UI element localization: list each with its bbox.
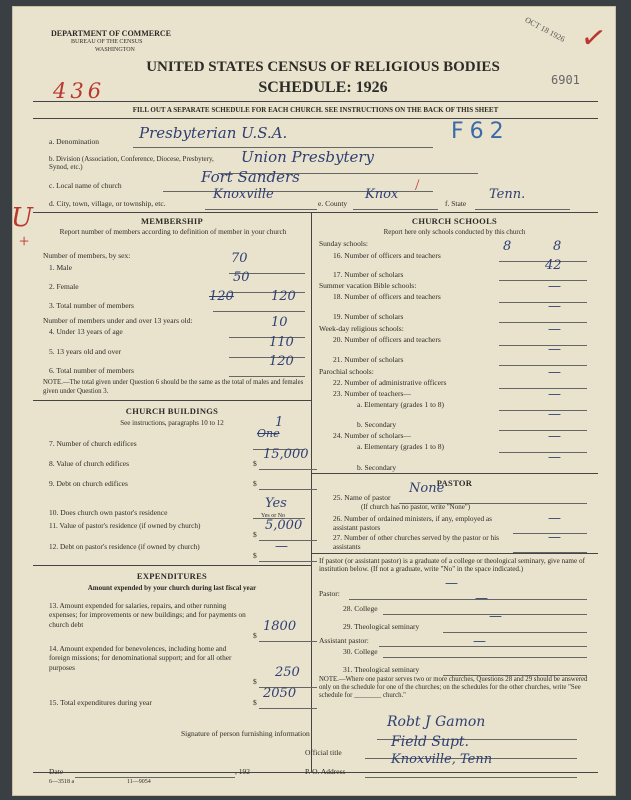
q16-value-b: 8: [553, 239, 562, 254]
weekday-label: Week-day religious schools:: [319, 324, 404, 333]
q16-field[interactable]: [499, 252, 587, 262]
q18-field[interactable]: [499, 293, 587, 303]
q14-dollar: $: [253, 677, 257, 686]
q7-label: 7. Number of church edifices: [49, 439, 137, 448]
q24a-value: —: [548, 429, 561, 444]
pastor-note: NOTE.—Where one pastor serves two or more churches, Questions 28 and 29 should be answered only on the schedule for one of the churches; on the schedules for the other churches, write "See schedule for ________ church.": [319, 676, 588, 700]
signature-value: Robt J Gamon: [387, 714, 486, 730]
q13-label: 13. Amount expended for salaries, repairs, and other running expenses; for improvements or new buildings; and for payments on church debt: [49, 601, 246, 629]
expenditures-subtitle: Amount expended by your church during last fiscal year: [87, 584, 257, 592]
red-number-mark: 436: [53, 79, 106, 103]
q18-value: —: [548, 279, 561, 294]
q20-label: 20. Number of officers and teachers: [333, 335, 441, 344]
header-rule: [33, 101, 598, 102]
age-intro: Number of members under and over 13 years old:: [43, 316, 193, 325]
q25-label: 25. Name of pastor: [333, 493, 391, 502]
q17-field[interactable]: [499, 271, 587, 281]
membership-note: NOTE.—The total given under Question 6 should be the same as the total of males and females given under Question 3.: [43, 379, 304, 395]
q25-note: (If church has no pastor, write "None"): [361, 503, 471, 511]
q20-value: —: [548, 322, 561, 337]
po-address-field[interactable]: [365, 768, 577, 778]
buildings-subtitle: See instructions, paragraphs 10 to 12: [120, 419, 224, 427]
q17-value: 42: [545, 258, 562, 273]
bureau-label: BUREAU OF THE CENSUS: [71, 39, 143, 45]
assistant-label: Assistant pastor:: [319, 636, 369, 645]
denomination-label: a. Denomination: [49, 137, 99, 146]
yes-no-hint: Yes or No: [261, 513, 286, 519]
form-title: UNITED STATES CENSUS OF RELIGIOUS BODIES: [146, 59, 500, 75]
membership-title: MEMBERSHIP: [140, 216, 204, 226]
print-number: 11—9054: [127, 779, 151, 785]
q7-struck-value: One: [257, 427, 280, 440]
q8-dollar: $: [253, 459, 257, 468]
q12-value: —: [275, 539, 288, 554]
q27-value: —: [548, 530, 561, 545]
q26-label: 26. Number of ordained ministers, if any, employed as assistant pastors: [333, 514, 493, 532]
q19-value: —: [548, 299, 561, 314]
q21-field[interactable]: [499, 356, 587, 366]
signature-label: Signature of person furnishing information: [181, 729, 310, 738]
official-title-label: Official title: [305, 748, 342, 757]
q19-field[interactable]: [499, 313, 587, 323]
county-value: Knox: [365, 187, 399, 202]
pastor-sub-rule: [311, 553, 598, 554]
q18-label: 18. Number of officers and teachers: [333, 292, 441, 301]
pastor-value: —: [445, 576, 458, 591]
po-address-value: Knoxville, Tenn: [391, 752, 493, 767]
department-label: DEPARTMENT OF COMMERCE: [51, 29, 172, 38]
q24-label: 24. Number of scholars—: [333, 431, 411, 440]
q17-label: 17. Number of scholars: [333, 270, 404, 279]
q15-value: 2050: [263, 686, 297, 701]
schools-title: CHURCH SCHOOLS: [411, 216, 498, 226]
q5-label: 5. 13 years old and over: [49, 347, 122, 356]
left-margin-cross: +: [19, 231, 30, 251]
city-label: WASHINGTON: [95, 47, 135, 53]
state-value: Tenn.: [489, 187, 526, 202]
q11-value: 5,000: [265, 518, 303, 533]
q24b-value: —: [548, 450, 561, 465]
q11-label: 11. Value of pastor's residence (if owned by church): [49, 521, 201, 530]
q14-label: 14. Amount expended for benevolences, including home and foreign missions; for denominational support; and for all other purposes: [49, 644, 232, 672]
q28-value: —: [475, 591, 488, 606]
county-label: e. County: [318, 199, 348, 208]
q11-dollar: $: [253, 530, 257, 539]
q24a-field[interactable]: [499, 443, 587, 453]
q21-label: 21. Number of scholars: [333, 355, 404, 364]
summer-label: Summer vacation Bible schools:: [319, 281, 417, 290]
q1-label: 1. Male: [49, 263, 72, 272]
q31-field[interactable]: [443, 666, 587, 676]
q3-value: 120: [271, 289, 296, 304]
q25-value: None: [409, 481, 445, 496]
buildings-rule: [33, 400, 311, 401]
q8-value: 15,000: [263, 447, 309, 462]
q19-label: 19. Number of scholars: [333, 312, 404, 321]
q2-label: 2. Female: [49, 282, 79, 291]
red-tick: /: [415, 177, 420, 194]
schedule-title: SCHEDULE: 1926: [258, 79, 388, 96]
q23b-field[interactable]: [499, 421, 587, 431]
q29-value: —: [489, 609, 502, 624]
division-value: Union Presbytery: [241, 148, 375, 166]
q13-value: 1800: [263, 619, 297, 634]
q28-field[interactable]: [383, 605, 587, 615]
q8-label: 8. Value of church edifices: [49, 459, 130, 468]
q10-label: 10. Does church own pastor's residence: [49, 508, 168, 517]
q26-value: —: [548, 511, 561, 526]
po-address-label: P. O. Address: [305, 767, 346, 776]
q9-dollar: $: [253, 479, 257, 488]
q29-label: 29. Theological seminary: [343, 622, 420, 631]
q15-label: 15. Total expenditures during year: [49, 698, 152, 707]
form-number: 6—3518 a: [49, 779, 75, 785]
q1-value: 70: [231, 251, 248, 266]
local-name-label: c. Local name of church: [49, 181, 122, 190]
q10-value: Yes: [265, 496, 287, 511]
q23b-label: b. Secondary: [357, 420, 397, 429]
expenditures-title: EXPENDITURES: [136, 571, 208, 581]
q2-value: 50: [233, 270, 250, 285]
q23a-value: —: [548, 387, 561, 402]
q3-label: 3. Total number of members: [49, 301, 134, 310]
q28-label: 28. College: [343, 604, 378, 613]
schools-subtitle: Report here only schools conducted by this church: [383, 228, 526, 236]
q6-value: 120: [269, 354, 294, 369]
official-title-value: Field Supt.: [391, 734, 470, 750]
q23a-label: a. Elementary (grades 1 to 8): [357, 400, 445, 409]
q22-label: 22. Number of administrative officers: [333, 378, 447, 387]
q22-value: —: [548, 365, 561, 380]
denomination-value: Presbyterian U.S.A.: [139, 124, 288, 142]
instruction-line: FILL OUT A SEPARATE SCHEDULE FOR EACH CHURCH. SEE INSTRUCTIONS ON THE BACK OF THIS SHEET: [132, 106, 499, 114]
census-schedule-page: [12, 6, 616, 796]
pastor-title: PASTOR: [436, 478, 473, 488]
q24b-label: b. Secondary: [357, 463, 397, 472]
sunday-label: Sunday schools:: [319, 239, 368, 248]
parochial-label: Parochial schools:: [319, 367, 374, 376]
division-label: b. Division (Association, Conference, Diocese, Presbytery, Synod, etc.): [49, 155, 214, 171]
membership-subtitle: Report number of members according to definition of member in your church: [59, 227, 287, 236]
date-field[interactable]: [75, 768, 235, 778]
q16-value-a: 8: [503, 239, 512, 254]
pastor-field[interactable]: [349, 590, 587, 600]
q30-value: —: [473, 634, 486, 649]
buildings-title: CHURCH BUILDINGS: [125, 406, 219, 416]
q3-struck-value: 120: [209, 289, 234, 304]
q13-dollar: $: [253, 631, 257, 640]
section-rule-top: [33, 212, 598, 213]
q7-value: 1: [275, 415, 284, 430]
q24a-label: a. Elementary (grades 1 to 8): [357, 442, 445, 451]
q12-dollar: $: [253, 551, 257, 560]
date-label: Date: [49, 767, 64, 776]
city-label-d: d. City, town, village, or township, etc.: [49, 199, 166, 208]
local-name-value: Fort Sanders: [201, 168, 300, 186]
graduate-note: If pastor (or assistant pastor) is a graduate of a college or theological seminary, give name of institution below. (If not a graduate, write "No" in the space indicated.): [319, 557, 585, 574]
q12-label: 12. Debt on pastor's residence (if owned by church): [49, 542, 200, 551]
by-sex-label: Number of members, by sex:: [43, 251, 131, 260]
pastor-rule: [311, 473, 598, 474]
column-divider: [311, 212, 312, 772]
expenditures-rule: [33, 565, 311, 566]
city-value: Knoxville: [213, 187, 274, 202]
q30-field[interactable]: [383, 648, 587, 658]
received-stamp: OCT 18 1926: [523, 15, 567, 44]
q16-label: 16. Number of officers and teachers: [333, 251, 441, 260]
q27-label: 27. Number of other churches served by the pastor or his assistants: [333, 533, 499, 551]
q9-label: 9. Debt on church edifices: [49, 479, 128, 488]
pastor-sub-label: Pastor:: [319, 589, 340, 598]
q15-dollar: $: [253, 698, 257, 707]
q5-value: 110: [269, 335, 294, 350]
q29-field[interactable]: [443, 623, 587, 633]
check-mark: ✓: [578, 20, 609, 57]
q20-field[interactable]: [499, 336, 587, 346]
q14-value: 250: [275, 665, 300, 680]
header-rule-2: [33, 118, 598, 119]
q4-value: 10: [271, 315, 288, 330]
year-label: , 192: [235, 767, 250, 776]
q12-field[interactable]: [259, 552, 317, 562]
q4-label: 4. Under 13 years of age: [49, 327, 123, 336]
q23b-value: —: [548, 407, 561, 422]
q23-label: 23. Number of teachers—: [333, 389, 411, 398]
q30-label: 30. College: [343, 647, 378, 656]
q6-label: 6. Total number of members: [49, 366, 134, 375]
q23a-field[interactable]: [499, 401, 587, 411]
q9-field[interactable]: [259, 480, 317, 490]
left-margin-mark: U: [11, 203, 33, 233]
q22-field[interactable]: [499, 379, 587, 389]
stamp-number: 6901: [551, 73, 580, 87]
state-label: f. State: [445, 199, 467, 208]
q21-value: —: [548, 342, 561, 357]
blue-code-mark: F62: [451, 119, 510, 144]
q31-label: 31. Theological seminary: [343, 665, 420, 674]
